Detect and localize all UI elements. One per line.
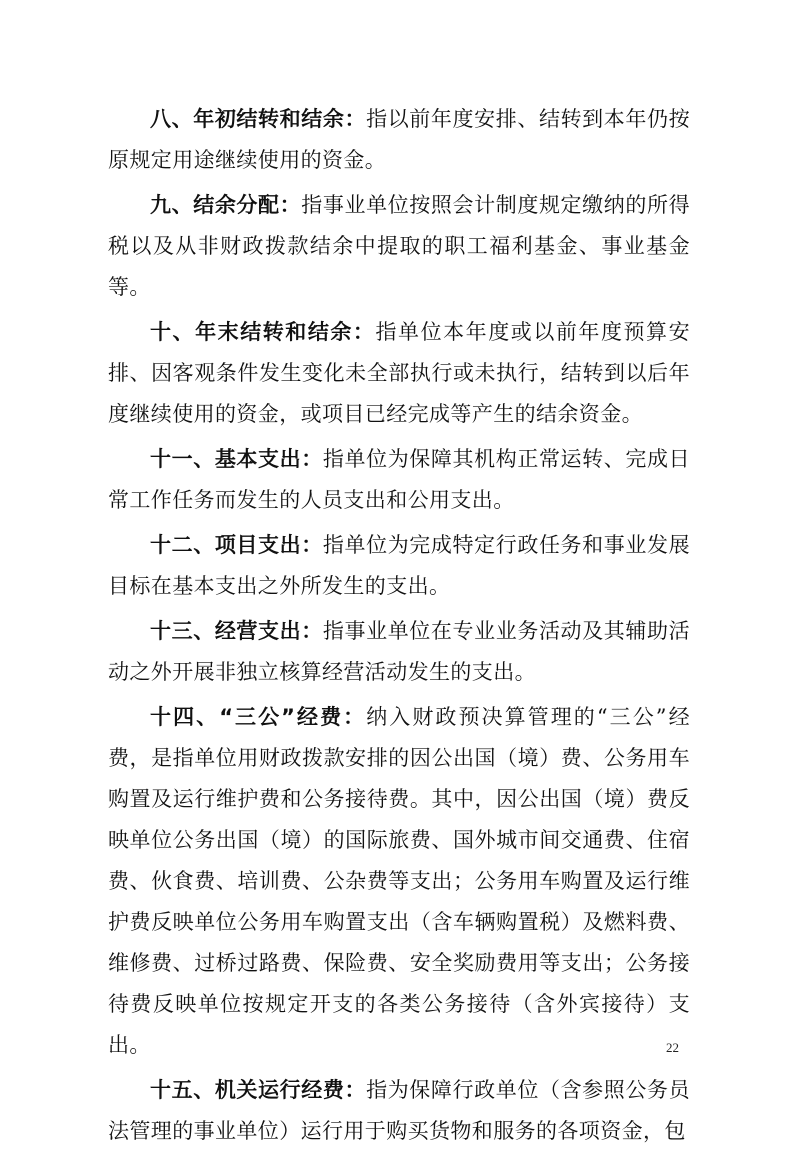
page-number: 22 [666,1040,679,1055]
paragraph-operating-expenditure [108,611,690,693]
paragraph-term: 十一、基本支出： [150,447,323,471]
paragraph-text: 指事业单位按照会计制度规定缴纳的所得税以及从非财政拨款结余中提取的职工福利基金、事业基金等。 [108,193,690,299]
paragraph-year-start-carryover [108,99,690,181]
paragraph-term: 十二、项目支出： [150,533,323,557]
paragraph-agency-operating-funds [108,1070,690,1152]
paragraph-text: 指事业单位在专业业务活动及其辅助活动之外开展非独立核算经营活动发生的支出。 [108,619,690,684]
paragraph-text: 指单位为保障其机构正常运转、完成日常工作任务而发生的人员支出和公用支出。 [108,447,690,512]
paragraph-basic-expenditure [108,439,690,521]
paragraph-text: 指单位本年度或以前年度预算安排、因客观条件发生变化未全部执行或未执行，结转到以后年度继续使用的资金，或项目已经完成等产生的结余资金。 [108,320,690,426]
paragraph-text: 纳入财政预决算管理的“三公”经费，是指单位用财政拨款安排的因公出国（境）费、公务用车购置及运行维护费和公务接待费。其中，因公出国（境）费反映单位公务出国（境）的国际旅费、国外城市间交通费、住宿费、伙食费、培训费、公杂费等支出；公务用车购置及运行维护费反映单位公务用车购置支出（含车辆购置税）及燃料费、维修费、过桥过路费、保险费、安全奖励费用等支出；公务接待费反映单位按规定开支的各类公务接待（含外宾接待）支出。 [108,705,690,1057]
paragraph-text: 指单位为完成特定行政任务和事业发展目标在基本支出之外所发生的支出。 [108,533,690,598]
paragraph-three-public-expenses [108,697,690,1066]
paragraph-term: 十五、机关运行经费： [150,1078,367,1102]
paragraph-term: 九、结余分配： [150,193,302,217]
paragraph-project-expenditure [108,525,690,607]
paragraph-term: 十三、经营支出： [150,619,323,643]
paragraph-term: 十、年末结转和结余： [150,320,376,344]
document-body [108,99,690,1156]
paragraph-term: 八、年初结转和结余： [150,107,367,131]
paragraph-surplus-distribution [108,185,690,308]
paragraph-year-end-carryover [108,312,690,435]
paragraph-text: 指以前年度安排、结转到本年仍按原规定用途继续使用的资金。 [108,107,691,172]
paragraph-text: 指为保障行政单位（含参照公务员法管理的事业单位）运行用于购买货物和服务的各项资金，包 [108,1078,691,1143]
paragraph-term: 十四、“三公”经费： [150,705,367,729]
